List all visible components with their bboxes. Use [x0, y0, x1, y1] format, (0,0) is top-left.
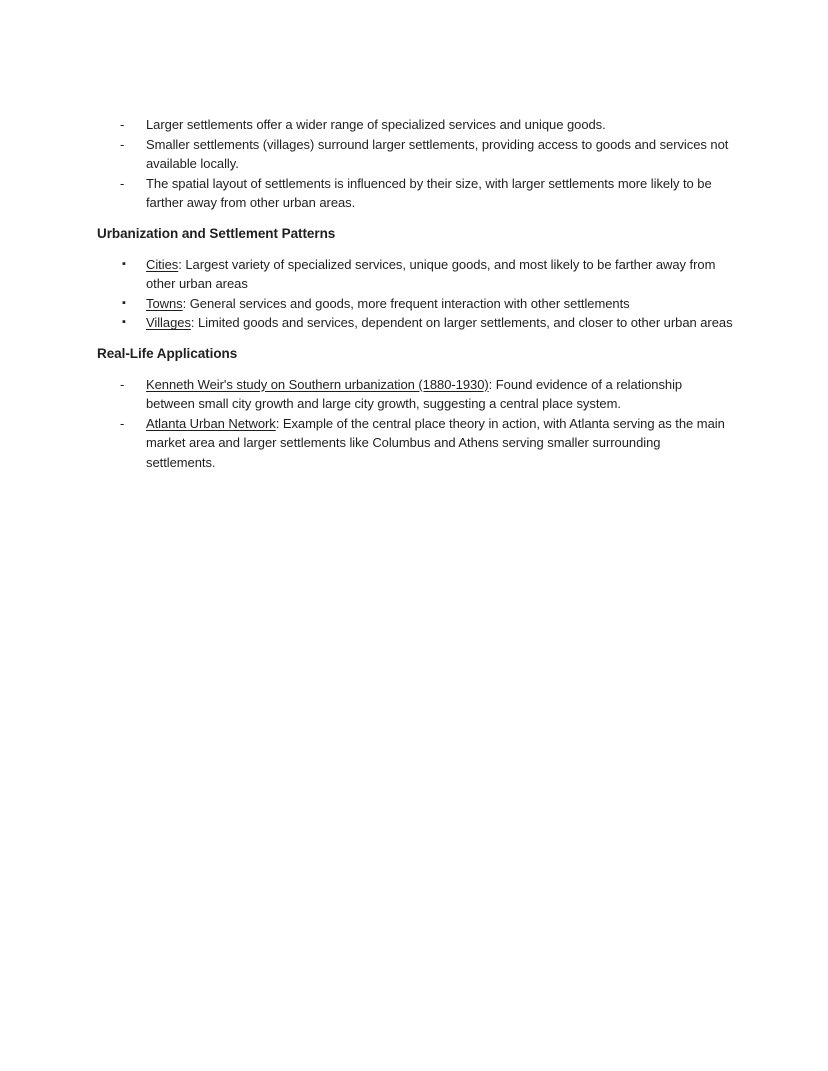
term-description: : Limited goods and services, dependent on larger settlements, and closer to other urban areas — [190, 315, 733, 331]
document-content — [97, 115, 733, 484]
term-villages: Villages — [146, 315, 191, 331]
list-item-text: Larger settlements offer a wider range of specialized services and unique goods. — [146, 117, 606, 132]
square-bullet: ▪ — [122, 316, 126, 329]
dash-bullet: - — [120, 136, 125, 152]
term-description: : Largest variety of specialized services, unique goods, and most likely to be farther away from other urban areas — [146, 256, 716, 292]
list-item-text: The spatial layout of settlements is influenced by their size, with larger settlements more likely to be farther away from other urban areas. — [146, 175, 712, 211]
term-description: : General services and goods, more frequent interaction with other settlements — [182, 295, 630, 311]
square-bullet: ▪ — [122, 296, 126, 309]
list-item — [97, 294, 733, 314]
list-item — [97, 414, 733, 473]
list-item — [97, 115, 733, 135]
list-item-text — [146, 294, 733, 314]
term-towns: Towns — [146, 295, 183, 311]
list-item-text — [146, 255, 733, 294]
term-kenneth-weir-study: Kenneth Weir's study on Southern urbanization (1880-1930) — [146, 376, 489, 392]
list-item-text — [146, 414, 733, 473]
section-heading-real-life: Real-Life Applications — [97, 345, 238, 361]
list-item — [97, 375, 733, 414]
term-description: : Found evidence of a relationship between small city growth and large city growth, suggesting a central place system. — [146, 376, 683, 412]
urbanization-list — [97, 255, 733, 333]
list-item-text: Smaller settlements (villages) surround larger settlements, providing access to goods and services not available locally. — [146, 136, 729, 172]
term-cities: Cities — [146, 256, 179, 272]
dash-bullet: - — [120, 376, 125, 392]
settlement-observations-list — [97, 115, 733, 213]
dash-bullet: - — [120, 117, 125, 132]
real-life-applications-list — [97, 375, 733, 473]
list-item — [97, 174, 733, 213]
square-bullet: ▪ — [122, 257, 126, 270]
list-item — [97, 313, 733, 333]
list-item — [97, 255, 733, 294]
dash-bullet: - — [120, 415, 125, 431]
section-heading-urbanization: Urbanization and Settlement Patterns — [97, 225, 336, 241]
term-description: : Example of the central place theory in action, with Atlanta serving as the main market area and larger settlements like Columbus and Athens serving smaller surrounding settlements. — [146, 415, 725, 470]
list-item-text — [146, 313, 733, 333]
dash-bullet: - — [120, 175, 125, 191]
list-item — [97, 135, 733, 174]
term-atlanta-urban-network: Atlanta Urban Network — [146, 415, 276, 431]
list-item-text — [146, 375, 733, 414]
